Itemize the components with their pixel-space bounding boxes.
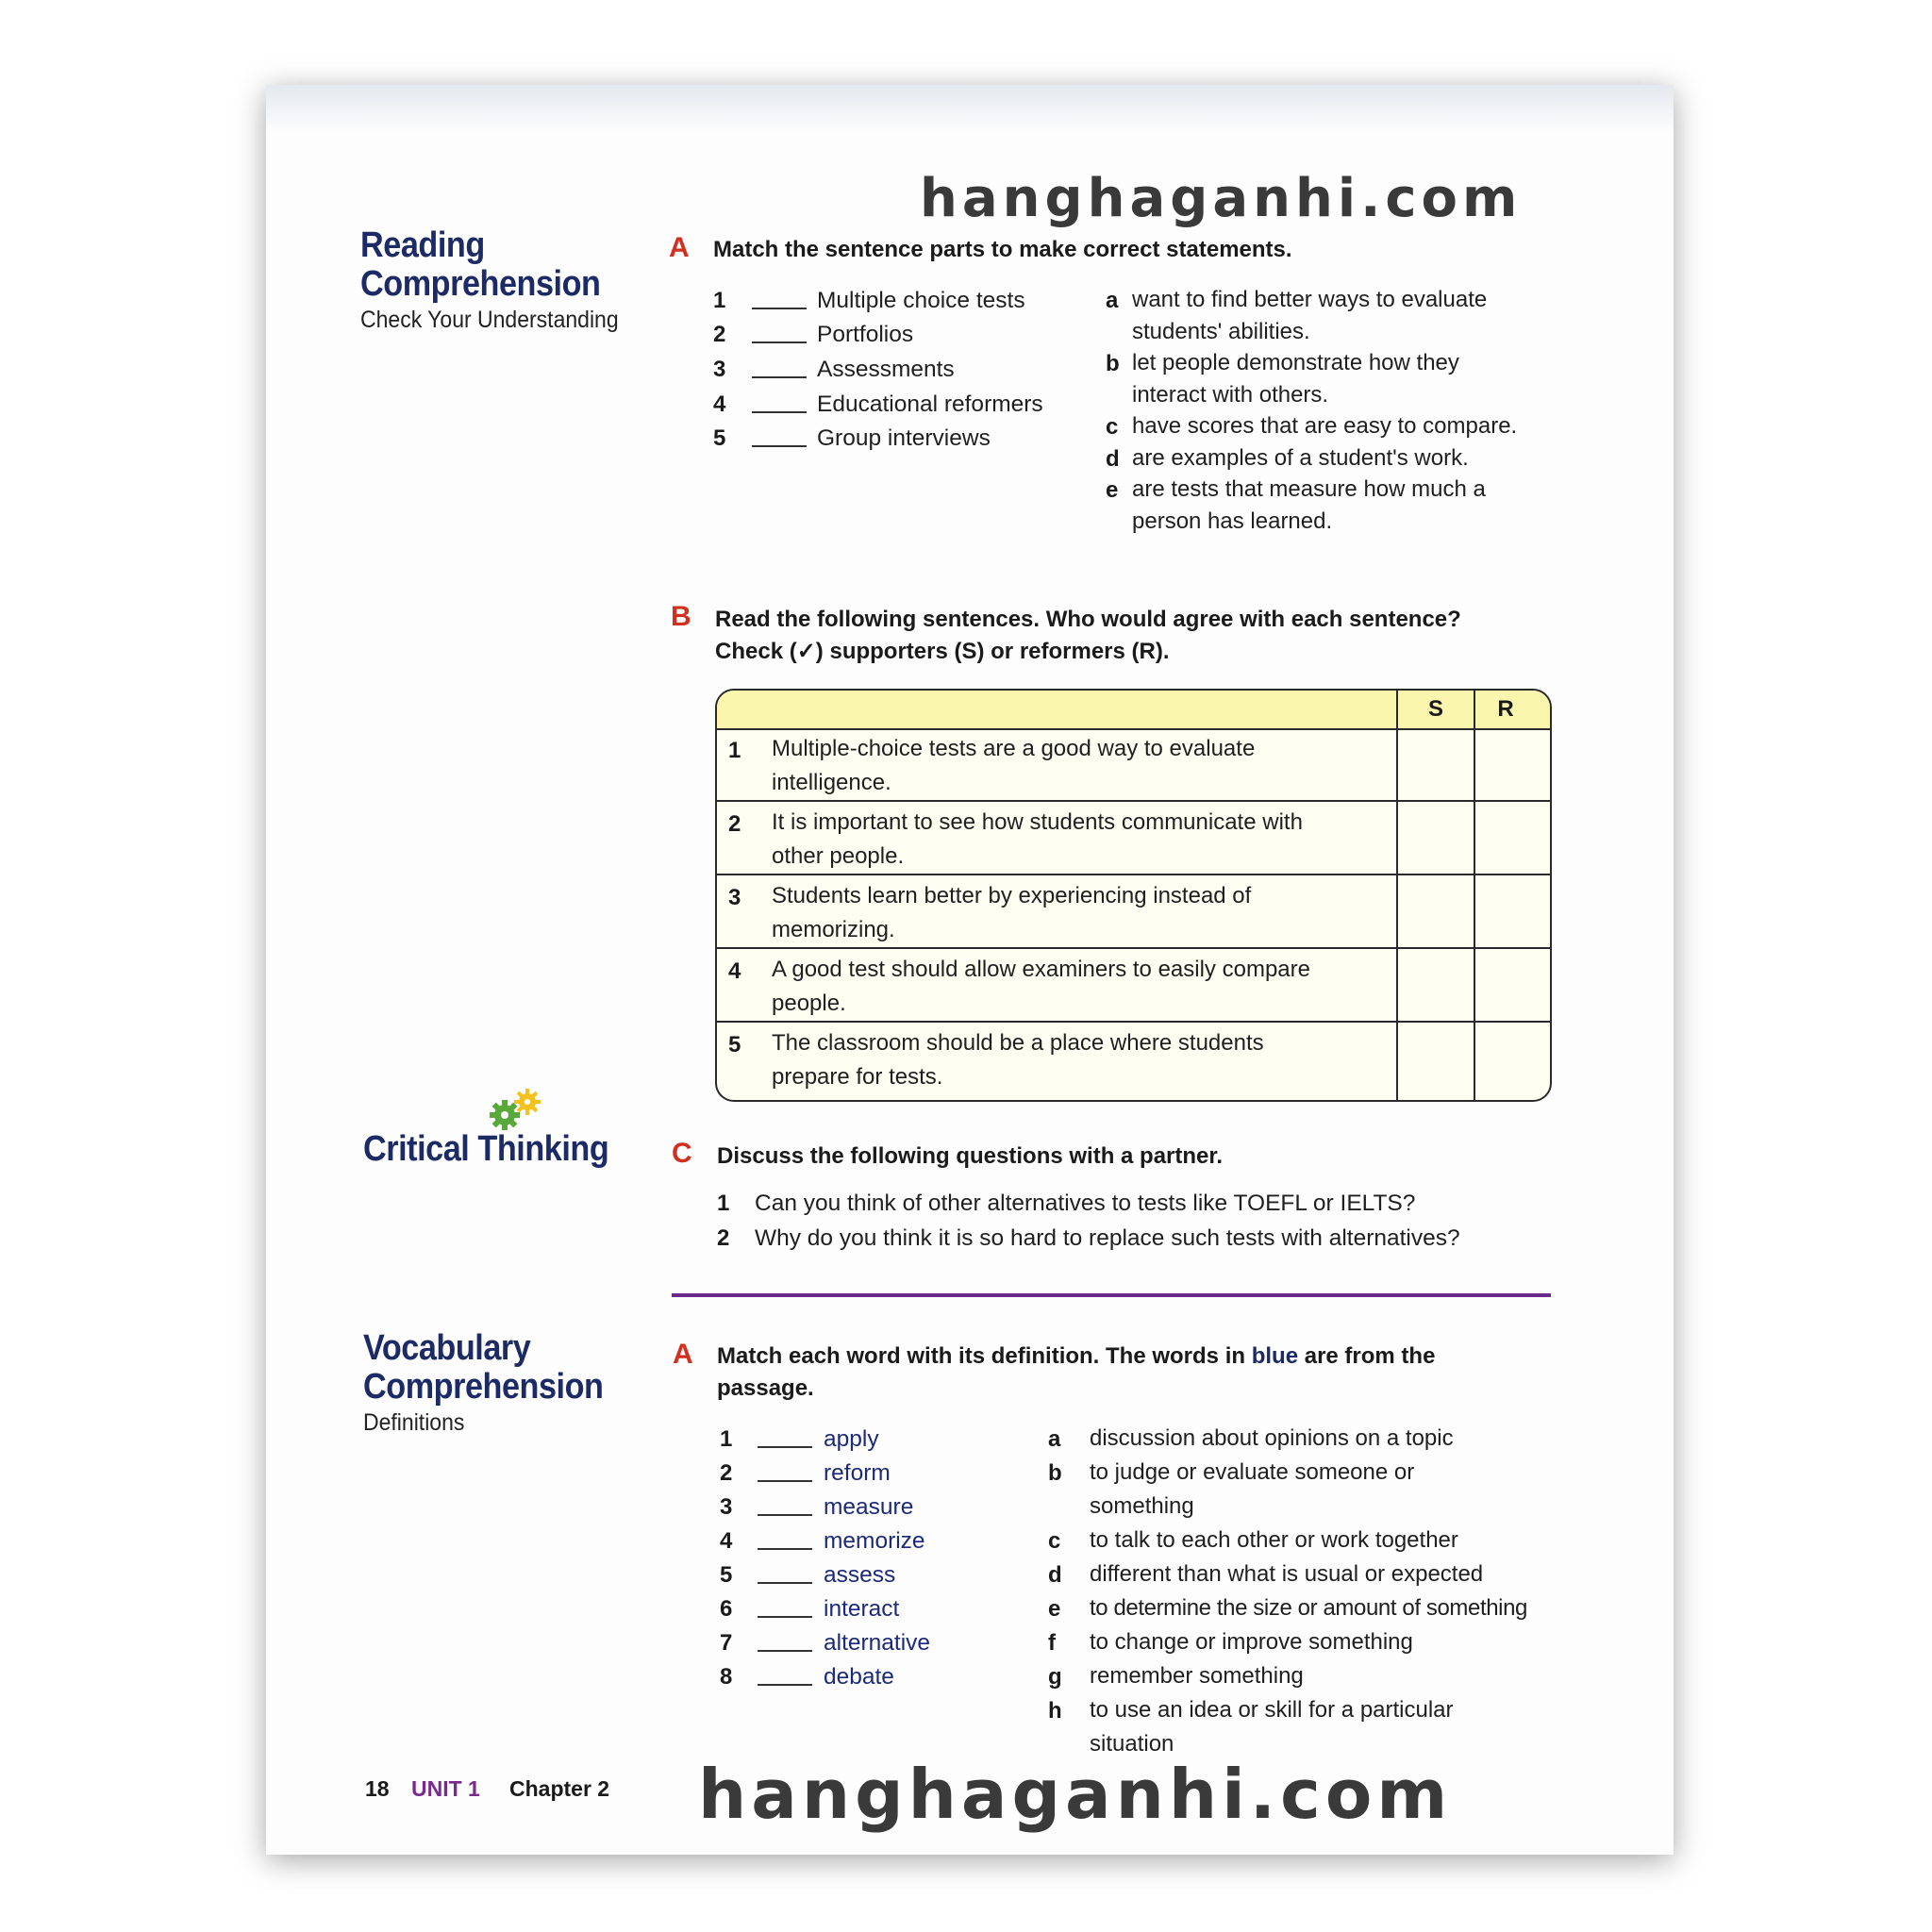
item-number: 3 — [713, 357, 726, 382]
row-number: 1 — [728, 738, 741, 763]
check-cell-s[interactable] — [1398, 1023, 1474, 1098]
option-text: are tests that measure how much a — [1132, 476, 1486, 502]
critical-thinking-title: Critical Thinking — [363, 1129, 609, 1169]
check-cell-r[interactable] — [1475, 802, 1550, 874]
option-letter: e — [1106, 477, 1119, 503]
definition-letter: a — [1048, 1426, 1061, 1452]
section-a-letter: A — [669, 232, 690, 263]
answer-blank[interactable] — [758, 1616, 812, 1618]
vocab-word: debate — [824, 1664, 894, 1690]
answer-blank[interactable] — [752, 445, 807, 447]
row-number: 4 — [728, 958, 741, 984]
row-number: 5 — [728, 1032, 741, 1058]
vocab-section-a-letter: A — [673, 1339, 693, 1370]
row-line: The classroom should be a place where students — [772, 1030, 1264, 1056]
answer-blank[interactable] — [752, 308, 807, 309]
section-b-instruction-line2: Check (✓) supporters (S) or reformers (R). — [715, 639, 1170, 664]
check-cell-s[interactable] — [1398, 802, 1474, 874]
word-number: 3 — [720, 1494, 733, 1520]
vocab-word: assess — [824, 1562, 896, 1588]
vocab-instruction-line1 — [717, 1341, 1435, 1373]
check-cell-r[interactable] — [1475, 730, 1550, 800]
check-cell-s[interactable] — [1398, 875, 1474, 947]
item-number: 5 — [713, 425, 726, 451]
row-line: other people. — [772, 843, 905, 869]
definition-letter: g — [1048, 1664, 1062, 1690]
chapter-label: Chapter 2 — [509, 1776, 610, 1801]
vocab-word: reform — [824, 1460, 891, 1486]
option-letter: c — [1106, 414, 1119, 440]
definition-text: different than what is usual or expected — [1090, 1561, 1484, 1587]
answer-blank[interactable] — [752, 411, 807, 413]
column-r-header: R — [1497, 696, 1514, 722]
row-line: memorizing. — [772, 917, 895, 942]
question-number: 1 — [717, 1191, 730, 1216]
vocab-word: alternative — [824, 1630, 931, 1656]
item-number: 4 — [713, 391, 726, 417]
list-item: Educational reformers — [817, 391, 1043, 417]
instruction-blue-word: blue — [1251, 1343, 1299, 1369]
option-text: students' abilities. — [1132, 319, 1310, 344]
answer-blank[interactable] — [758, 1480, 812, 1482]
row-statement — [772, 879, 1375, 947]
sr-table — [715, 689, 1552, 1102]
row-line: Students learn better by experiencing instead of — [772, 883, 1252, 908]
word-number: 8 — [720, 1664, 733, 1690]
list-item: Multiple choice tests — [817, 288, 1025, 313]
definition-text: to judge or evaluate someone or — [1090, 1459, 1415, 1485]
definition-text: situation — [1090, 1731, 1174, 1757]
answer-blank[interactable] — [758, 1548, 812, 1550]
instruction-text: Match each word with its definition. The words in — [717, 1343, 1252, 1369]
unit-label: UNIT 1 — [411, 1776, 480, 1801]
section-b-instruction-line1: Read the following sentences. Who would agree with each sentence? — [715, 607, 1461, 632]
reading-title-line1: Reading — [360, 225, 485, 265]
check-cell-r[interactable] — [1475, 1023, 1550, 1098]
question-text: Can you think of other alternatives to tests like TOEFL or IELTS? — [755, 1191, 1416, 1216]
section-divider — [672, 1293, 1551, 1297]
answer-blank[interactable] — [758, 1650, 812, 1652]
vocab-title-line1: Vocabulary — [363, 1328, 531, 1368]
word-number: 6 — [720, 1596, 733, 1622]
row-line: A good test should allow examiners to easily compare — [772, 957, 1310, 982]
option-text: interact with others. — [1132, 382, 1329, 408]
vocab-word: interact — [824, 1596, 900, 1622]
check-cell-r[interactable] — [1475, 875, 1550, 947]
definition-text: to use an idea or skill for a particular — [1090, 1697, 1454, 1723]
word-number: 4 — [720, 1528, 733, 1554]
section-a-instruction: Match the sentence parts to make correct statements. — [713, 237, 1292, 262]
definition-letter: h — [1048, 1698, 1062, 1724]
check-cell-s[interactable] — [1398, 730, 1474, 800]
reading-subtitle: Check Your Understanding — [360, 307, 619, 333]
word-number: 5 — [720, 1562, 733, 1588]
page-number: 18 — [365, 1776, 390, 1801]
row-number: 2 — [728, 811, 741, 837]
vocab-word: memorize — [824, 1528, 925, 1554]
option-text: let people demonstrate how they — [1132, 350, 1459, 375]
vocab-title-line2: Comprehension — [363, 1367, 604, 1407]
option-text: person has learned. — [1132, 508, 1333, 534]
check-cell-s[interactable] — [1398, 949, 1474, 1021]
vocab-instruction-line2: passage. — [717, 1375, 814, 1401]
definition-text: to determine the size or amount of something — [1090, 1595, 1527, 1621]
row-line: people. — [772, 991, 846, 1016]
section-b-letter: B — [671, 601, 691, 632]
row-statement — [772, 806, 1375, 874]
row-statement — [772, 732, 1375, 800]
page-top-band — [266, 85, 1674, 132]
word-number: 2 — [720, 1460, 733, 1486]
row-line: Multiple-choice tests are a good way to evaluate — [772, 736, 1256, 761]
definition-text: to talk to each other or work together — [1090, 1527, 1458, 1553]
reading-title-line2: Comprehension — [360, 264, 601, 304]
watermark-top: hanghaganhi.com — [920, 168, 1523, 229]
word-number: 1 — [720, 1426, 733, 1452]
list-item: Portfolios — [817, 322, 914, 347]
option-text: want to find better ways to evaluate — [1132, 287, 1488, 312]
definition-letter: e — [1048, 1596, 1061, 1622]
list-item: Group interviews — [817, 425, 991, 451]
definition-letter: f — [1048, 1630, 1056, 1656]
option-letter: a — [1106, 288, 1119, 313]
row-line: intelligence. — [772, 770, 891, 795]
gears-icon — [484, 1087, 546, 1132]
section-c-instruction: Discuss the following questions with a partner. — [717, 1143, 1224, 1169]
vocab-word: measure — [824, 1494, 914, 1520]
answer-blank[interactable] — [758, 1684, 812, 1686]
question-number: 2 — [717, 1225, 730, 1251]
answer-blank[interactable] — [752, 341, 807, 343]
definition-text: discussion about opinions on a topic — [1090, 1425, 1454, 1451]
answer-blank[interactable] — [758, 1514, 812, 1516]
definition-letter: b — [1048, 1460, 1062, 1486]
definition-letter: c — [1048, 1528, 1061, 1554]
definition-letter: d — [1048, 1562, 1062, 1588]
row-statement — [772, 953, 1375, 1021]
option-letter: b — [1106, 351, 1120, 376]
vocab-word: apply — [824, 1426, 879, 1452]
definition-text: something — [1090, 1493, 1194, 1519]
instruction-text: are from the — [1298, 1343, 1436, 1369]
word-number: 7 — [720, 1630, 733, 1656]
check-cell-r[interactable] — [1475, 949, 1550, 1021]
list-item: Assessments — [817, 357, 955, 382]
row-statement — [772, 1026, 1375, 1094]
answer-blank[interactable] — [758, 1446, 812, 1448]
answer-blank[interactable] — [752, 376, 807, 378]
section-c-letter: C — [672, 1138, 692, 1169]
option-text: are examples of a student's work. — [1132, 445, 1469, 471]
row-line: It is important to see how students communicate with — [772, 809, 1303, 835]
row-number: 3 — [728, 885, 741, 910]
option-text: have scores that are easy to compare. — [1132, 413, 1518, 439]
row-line: prepare for tests. — [772, 1064, 943, 1090]
vocab-subtitle: Definitions — [363, 1409, 465, 1436]
column-s-header: S — [1427, 696, 1443, 722]
definition-text: remember something — [1090, 1663, 1304, 1689]
option-letter: d — [1106, 446, 1120, 472]
question-text: Why do you think it is so hard to replace such tests with alternatives? — [755, 1225, 1460, 1251]
watermark-bottom: hanghaganhi.com — [698, 1755, 1453, 1834]
definition-text: to change or improve something — [1090, 1629, 1413, 1655]
answer-blank[interactable] — [758, 1582, 812, 1584]
item-number: 1 — [713, 288, 726, 313]
item-number: 2 — [713, 322, 726, 347]
